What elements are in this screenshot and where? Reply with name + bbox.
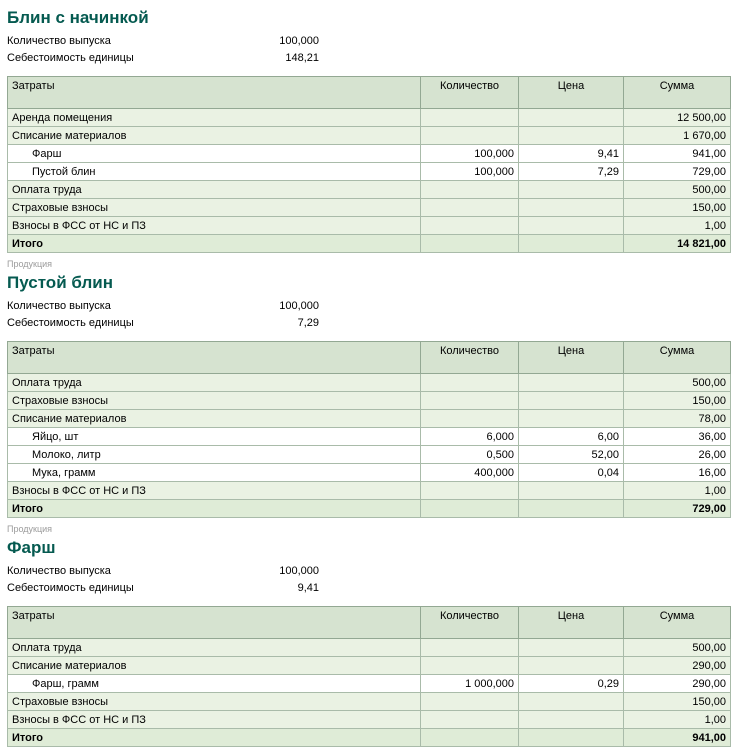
cost-sum: 729,00 <box>624 163 731 181</box>
product-section <box>7 524 730 747</box>
cost-sum: 1,00 <box>624 482 731 500</box>
cost-item-name: Итого <box>8 729 421 747</box>
cost-price <box>519 127 624 145</box>
section-title: Пустой блин <box>7 273 113 292</box>
cost-report <box>7 8 730 747</box>
cost-item-name: Взносы в ФСС от НС и ПЗ <box>8 482 421 500</box>
cost-row <box>8 410 731 428</box>
cost-item-name: Фарш <box>8 145 421 163</box>
cost-sum: 12 500,00 <box>624 109 731 127</box>
cost-price: 0,04 <box>519 464 624 482</box>
cost-row <box>8 639 731 657</box>
unit-cost-label: Себестоимость единицы <box>7 52 134 64</box>
output-qty-value: 100,000 <box>279 565 319 577</box>
product-type-label: Продукция <box>7 259 53 269</box>
cost-row <box>8 711 731 729</box>
cost-item-name: Молоко, литр <box>8 446 421 464</box>
output-qty-label: Количество выпуска <box>7 565 111 577</box>
column-header-expenses: Затраты <box>8 77 421 109</box>
cost-sum: 36,00 <box>624 428 731 446</box>
cost-qty <box>421 657 519 675</box>
cost-row <box>8 163 731 181</box>
output-params <box>7 563 319 597</box>
cost-qty <box>421 374 519 392</box>
cost-qty <box>421 693 519 711</box>
column-header-sum: Сумма <box>624 77 731 109</box>
unit-cost-label: Себестоимость единицы <box>7 582 134 594</box>
column-header-expenses: Затраты <box>8 607 421 639</box>
cost-price <box>519 500 624 518</box>
cost-row <box>8 428 731 446</box>
unit-cost-value: 148,21 <box>285 52 319 64</box>
cost-item-name: Страховые взносы <box>8 693 421 711</box>
unit-cost-label: Себестоимость единицы <box>7 317 134 329</box>
cost-row <box>8 374 731 392</box>
cost-qty <box>421 500 519 518</box>
cost-sum: 1,00 <box>624 711 731 729</box>
cost-qty <box>421 392 519 410</box>
cost-price <box>519 410 624 428</box>
cost-qty: 6,000 <box>421 428 519 446</box>
cost-item-name: Списание материалов <box>8 657 421 675</box>
cost-qty: 100,000 <box>421 163 519 181</box>
column-header-quantity: Количество <box>421 607 519 639</box>
output-qty-value: 100,000 <box>279 35 319 47</box>
product-section <box>7 259 730 518</box>
cost-qty <box>421 109 519 127</box>
cost-qty <box>421 217 519 235</box>
cost-price <box>519 482 624 500</box>
cost-sum: 500,00 <box>624 639 731 657</box>
cost-sum: 150,00 <box>624 392 731 410</box>
cost-qty <box>421 199 519 217</box>
cost-item-name: Взносы в ФСС от НС и ПЗ <box>8 711 421 729</box>
cost-qty: 0,500 <box>421 446 519 464</box>
cost-sum: 16,00 <box>624 464 731 482</box>
cost-price: 52,00 <box>519 446 624 464</box>
cost-sum: 941,00 <box>624 145 731 163</box>
output-qty-row <box>7 298 319 315</box>
total-row <box>8 500 731 518</box>
unit-cost-row <box>7 50 319 67</box>
cost-price <box>519 217 624 235</box>
cost-item-name: Итого <box>8 500 421 518</box>
unit-cost-value: 9,41 <box>297 582 319 594</box>
cost-price <box>519 711 624 729</box>
output-params <box>7 298 319 332</box>
unit-cost-row <box>7 580 319 597</box>
cost-row <box>8 217 731 235</box>
product-section <box>7 8 730 253</box>
cost-qty <box>421 235 519 253</box>
cost-row <box>8 482 731 500</box>
cost-price: 6,00 <box>519 428 624 446</box>
column-header-price: Цена <box>519 77 624 109</box>
cost-item-name: Фарш, грамм <box>8 675 421 693</box>
costs-header-row <box>8 77 731 109</box>
cost-row <box>8 464 731 482</box>
product-type-label: Продукция <box>7 524 53 534</box>
cost-item-name: Списание материалов <box>8 410 421 428</box>
cost-price <box>519 181 624 199</box>
cost-item-name: Списание материалов <box>8 127 421 145</box>
cost-price <box>519 657 624 675</box>
total-row <box>8 235 731 253</box>
cost-sum: 78,00 <box>624 410 731 428</box>
cost-row <box>8 127 731 145</box>
cost-price <box>519 235 624 253</box>
column-header-quantity: Количество <box>421 77 519 109</box>
cost-qty: 100,000 <box>421 145 519 163</box>
output-params <box>7 33 319 67</box>
cost-sum: 729,00 <box>624 500 731 518</box>
cost-sum: 26,00 <box>624 446 731 464</box>
cost-price <box>519 693 624 711</box>
costs-table <box>7 341 731 518</box>
unit-cost-row <box>7 315 319 332</box>
cost-qty <box>421 181 519 199</box>
column-header-quantity: Количество <box>421 342 519 374</box>
cost-row <box>8 446 731 464</box>
cost-price: 0,29 <box>519 675 624 693</box>
cost-qty <box>421 127 519 145</box>
unit-cost-value: 7,29 <box>297 317 319 329</box>
cost-row <box>8 109 731 127</box>
cost-row <box>8 181 731 199</box>
cost-item-name: Мука, грамм <box>8 464 421 482</box>
cost-qty <box>421 639 519 657</box>
cost-sum: 290,00 <box>624 675 731 693</box>
column-header-price: Цена <box>519 342 624 374</box>
section-title: Фарш <box>7 538 56 557</box>
cost-qty <box>421 711 519 729</box>
cost-sum: 290,00 <box>624 657 731 675</box>
column-header-sum: Сумма <box>624 607 731 639</box>
output-qty-label: Количество выпуска <box>7 300 111 312</box>
cost-qty <box>421 482 519 500</box>
cost-qty: 400,000 <box>421 464 519 482</box>
cost-price <box>519 199 624 217</box>
column-header-price: Цена <box>519 607 624 639</box>
cost-item-name: Оплата труда <box>8 374 421 392</box>
cost-item-name: Взносы в ФСС от НС и ПЗ <box>8 217 421 235</box>
cost-sum: 500,00 <box>624 374 731 392</box>
cost-row <box>8 392 731 410</box>
cost-item-name: Оплата труда <box>8 639 421 657</box>
output-qty-label: Количество выпуска <box>7 35 111 47</box>
cost-row <box>8 675 731 693</box>
cost-price <box>519 374 624 392</box>
cost-item-name: Оплата труда <box>8 181 421 199</box>
cost-row <box>8 693 731 711</box>
costs-table <box>7 76 731 253</box>
cost-item-name: Яйцо, шт <box>8 428 421 446</box>
cost-row <box>8 145 731 163</box>
cost-sum: 14 821,00 <box>624 235 731 253</box>
cost-sum: 500,00 <box>624 181 731 199</box>
output-qty-row <box>7 563 319 580</box>
cost-item-name: Страховые взносы <box>8 199 421 217</box>
cost-item-name: Пустой блин <box>8 163 421 181</box>
cost-price: 7,29 <box>519 163 624 181</box>
column-header-expenses: Затраты <box>8 342 421 374</box>
cost-item-name: Страховые взносы <box>8 392 421 410</box>
cost-sum: 150,00 <box>624 693 731 711</box>
costs-header-row <box>8 607 731 639</box>
column-header-sum: Сумма <box>624 342 731 374</box>
cost-sum: 1 670,00 <box>624 127 731 145</box>
cost-qty <box>421 410 519 428</box>
cost-row <box>8 199 731 217</box>
output-qty-value: 100,000 <box>279 300 319 312</box>
cost-sum: 941,00 <box>624 729 731 747</box>
costs-table <box>7 606 731 747</box>
cost-price <box>519 392 624 410</box>
cost-price <box>519 109 624 127</box>
costs-header-row <box>8 342 731 374</box>
cost-row <box>8 657 731 675</box>
cost-sum: 150,00 <box>624 199 731 217</box>
cost-item-name: Итого <box>8 235 421 253</box>
cost-item-name: Аренда помещения <box>8 109 421 127</box>
output-qty-row <box>7 33 319 50</box>
section-title: Блин с начинкой <box>7 8 149 27</box>
cost-sum: 1,00 <box>624 217 731 235</box>
cost-qty: 1 000,000 <box>421 675 519 693</box>
cost-price: 9,41 <box>519 145 624 163</box>
cost-price <box>519 639 624 657</box>
